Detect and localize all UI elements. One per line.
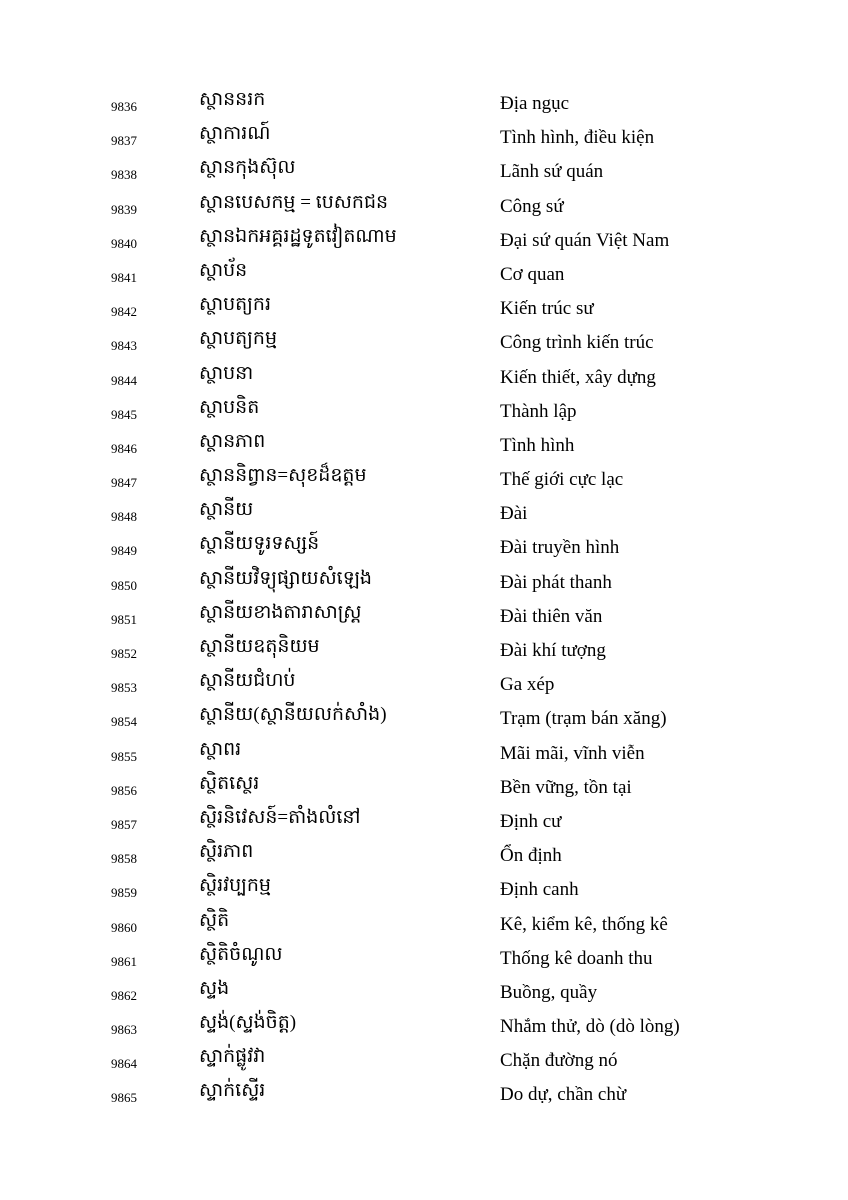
- list-item: [0, 907, 848, 941]
- vietnamese-translation: Địa ngục: [500, 93, 570, 114]
- vietnamese-translation: Lãnh sứ quán: [500, 161, 604, 183]
- khmer-term: ស្ថានភាព: [199, 430, 266, 452]
- khmer-term: ស្ថានីយទូរទស្សន៍: [199, 533, 320, 555]
- list-item: [0, 291, 848, 325]
- entry-number: 9845: [111, 406, 137, 422]
- list-item: [0, 872, 848, 906]
- vietnamese-translation: Đài phát thanh: [500, 571, 612, 593]
- entry-number: 9865: [111, 1090, 137, 1106]
- vietnamese-translation: Tình hình: [500, 434, 575, 456]
- list-item: [0, 189, 848, 223]
- khmer-term: ស្ថិតិចំណូល: [199, 943, 283, 965]
- list-item: [0, 360, 848, 394]
- khmer-term: ស្ទង់(ស្ទង់ចិត្ត): [199, 1012, 297, 1034]
- entry-number: 9839: [111, 201, 137, 217]
- list-item: [0, 223, 848, 257]
- entry-number: 9854: [111, 714, 137, 730]
- list-item: [0, 86, 848, 120]
- vietnamese-translation: Công sứ: [500, 195, 564, 217]
- khmer-term: ស្ថិរវប្បកម្ម: [199, 875, 271, 897]
- entry-number: 9851: [111, 611, 137, 627]
- vietnamese-translation: Kê, kiểm kê, thống kê: [500, 913, 668, 935]
- entry-number: 9861: [111, 953, 137, 969]
- entry-number: 9850: [111, 577, 137, 593]
- vietnamese-translation: Ổn định: [500, 845, 562, 867]
- entry-number: 9858: [111, 851, 137, 867]
- list-item: [0, 565, 848, 599]
- vietnamese-translation: Trạm (trạm bán xăng): [500, 708, 667, 730]
- list-item: [0, 770, 848, 804]
- vietnamese-translation: Ga xép: [500, 674, 555, 696]
- entry-number: 9862: [111, 987, 137, 1003]
- list-item: [0, 667, 848, 701]
- list-item: [0, 804, 848, 838]
- vietnamese-translation: Kiến thiết, xây dựng: [500, 366, 656, 388]
- entry-number: 9836: [111, 99, 137, 114]
- khmer-term: ស្ថានីយ(ស្ថានីយលក់សាំង): [199, 704, 387, 726]
- khmer-term: ស្ថានបេសកម្ម = បេសកជន: [199, 191, 389, 213]
- entry-number: 9841: [111, 269, 137, 285]
- vietnamese-translation: Đại sứ quán Việt Nam: [500, 229, 670, 251]
- list-item: [0, 1009, 848, 1043]
- khmer-term: ស្ទាក់ស្ទើរ: [199, 1080, 266, 1102]
- khmer-term: ស្ថិតិ: [199, 909, 230, 931]
- khmer-term: ស្ថិតស្ថេរ: [199, 772, 260, 794]
- entry-list: [0, 86, 848, 1112]
- khmer-term: ស្ថានកុងស៊ុល: [199, 157, 296, 179]
- khmer-term: ស្ថាននរក: [199, 89, 266, 110]
- list-item: [0, 257, 848, 291]
- entry-number: 9860: [111, 919, 137, 935]
- list-item: [0, 154, 848, 188]
- entry-number: 9852: [111, 646, 137, 661]
- list-item: [0, 975, 848, 1009]
- entry-number: 9843: [111, 338, 137, 354]
- vietnamese-translation: Nhắm thử, dò (dò lòng): [500, 1016, 680, 1038]
- khmer-term: ស្ថានីយ: [199, 499, 254, 521]
- vietnamese-translation: Đài khí tượng: [500, 640, 606, 661]
- khmer-term: ស្ថាប័ន: [199, 259, 248, 281]
- entry-number: 9848: [111, 509, 137, 525]
- entry-number: 9864: [111, 1056, 137, 1072]
- entry-number: 9863: [111, 1022, 137, 1038]
- entry-number: 9859: [111, 885, 137, 901]
- list-item: [0, 394, 848, 428]
- list-item: [0, 325, 848, 359]
- entry-number: 9847: [111, 475, 137, 491]
- khmer-term: ស្ថាបត្យកម្ម: [199, 328, 278, 350]
- list-item: [0, 496, 848, 530]
- entry-number: 9853: [111, 680, 137, 696]
- entry-number: 9840: [111, 235, 137, 251]
- khmer-term: ស្ទាក់ផ្លូវវា: [199, 1046, 266, 1068]
- khmer-term: ស្ថាននិព្វាន=សុខដ៏ឧត្តម: [199, 465, 367, 487]
- list-item: [0, 428, 848, 462]
- entry-number: 9846: [111, 440, 137, 456]
- vietnamese-translation: Tình hình, điều kiện: [500, 127, 655, 149]
- list-item: [0, 1077, 848, 1111]
- vietnamese-translation: Đài truyền hình: [500, 537, 620, 559]
- vietnamese-translation: Buồng, quầy: [500, 981, 598, 1003]
- entry-number: 9842: [111, 304, 137, 320]
- vietnamese-translation: Thành lập: [500, 400, 577, 422]
- vietnamese-translation: Đài thiên văn: [500, 605, 603, 627]
- entry-number: 9856: [111, 782, 137, 798]
- vietnamese-translation: Bền vững, tồn tại: [500, 776, 632, 798]
- entry-number: 9849: [111, 543, 137, 559]
- list-item: [0, 941, 848, 975]
- list-item: [0, 701, 848, 735]
- khmer-term: ស្ថាពរ: [199, 738, 242, 760]
- vietnamese-translation: Mãi mãi, vĩnh viễn: [500, 742, 645, 764]
- entry-number: 9855: [111, 748, 137, 764]
- list-item: [0, 1043, 848, 1077]
- khmer-term: ស្ថានីយវិទ្យុផ្សាយសំឡេង: [199, 567, 372, 589]
- khmer-term: ស្ទង: [199, 977, 230, 999]
- vietnamese-translation: Công trình kiến trúc: [500, 332, 654, 354]
- vietnamese-translation: Định cư: [500, 810, 562, 832]
- vietnamese-translation: Chặn đường nó: [500, 1050, 618, 1072]
- khmer-term: ស្ថិរភាព: [199, 841, 254, 863]
- entry-number: 9857: [111, 816, 137, 832]
- vietnamese-translation: Thống kê doanh thu: [500, 947, 653, 969]
- entry-number: 9837: [111, 133, 137, 149]
- entry-number: 9838: [111, 167, 137, 183]
- vietnamese-translation: Thế giới cực lạc: [500, 469, 624, 491]
- khmer-term: ស្ថាការណ៍: [199, 123, 271, 145]
- khmer-term: ស្ថិរនិវេសន៍=តាំងលំនៅ: [199, 806, 361, 828]
- khmer-term: ស្ថានីយជំហប់: [199, 670, 296, 692]
- khmer-term: ស្ថាបនា: [199, 362, 254, 384]
- khmer-term: ស្ថាបត្យករ: [199, 294, 271, 316]
- khmer-term: ស្ថានីយខាងតារាសាស្ត្រ: [199, 601, 362, 623]
- khmer-term: ស្ថានឯកអគ្គរដ្ឋទូតវៀតណាម: [199, 225, 397, 247]
- vietnamese-translation: Do dự, chần chừ: [500, 1084, 627, 1106]
- vietnamese-translation: Cơ quan: [500, 263, 565, 285]
- vietnamese-translation: Đài: [500, 503, 528, 525]
- khmer-term: ស្ថាបនិត: [199, 396, 260, 418]
- vietnamese-translation: Định canh: [500, 879, 579, 901]
- list-item: [0, 120, 848, 154]
- list-item: [0, 736, 848, 770]
- entry-number: 9844: [111, 372, 137, 388]
- khmer-term: ស្ថានីយឧតុនិយម: [199, 636, 320, 657]
- vietnamese-translation: Kiến trúc sư: [500, 298, 594, 320]
- list-item: [0, 633, 848, 667]
- list-item: [0, 838, 848, 872]
- list-item: [0, 462, 848, 496]
- list-item: [0, 599, 848, 633]
- list-item: [0, 530, 848, 564]
